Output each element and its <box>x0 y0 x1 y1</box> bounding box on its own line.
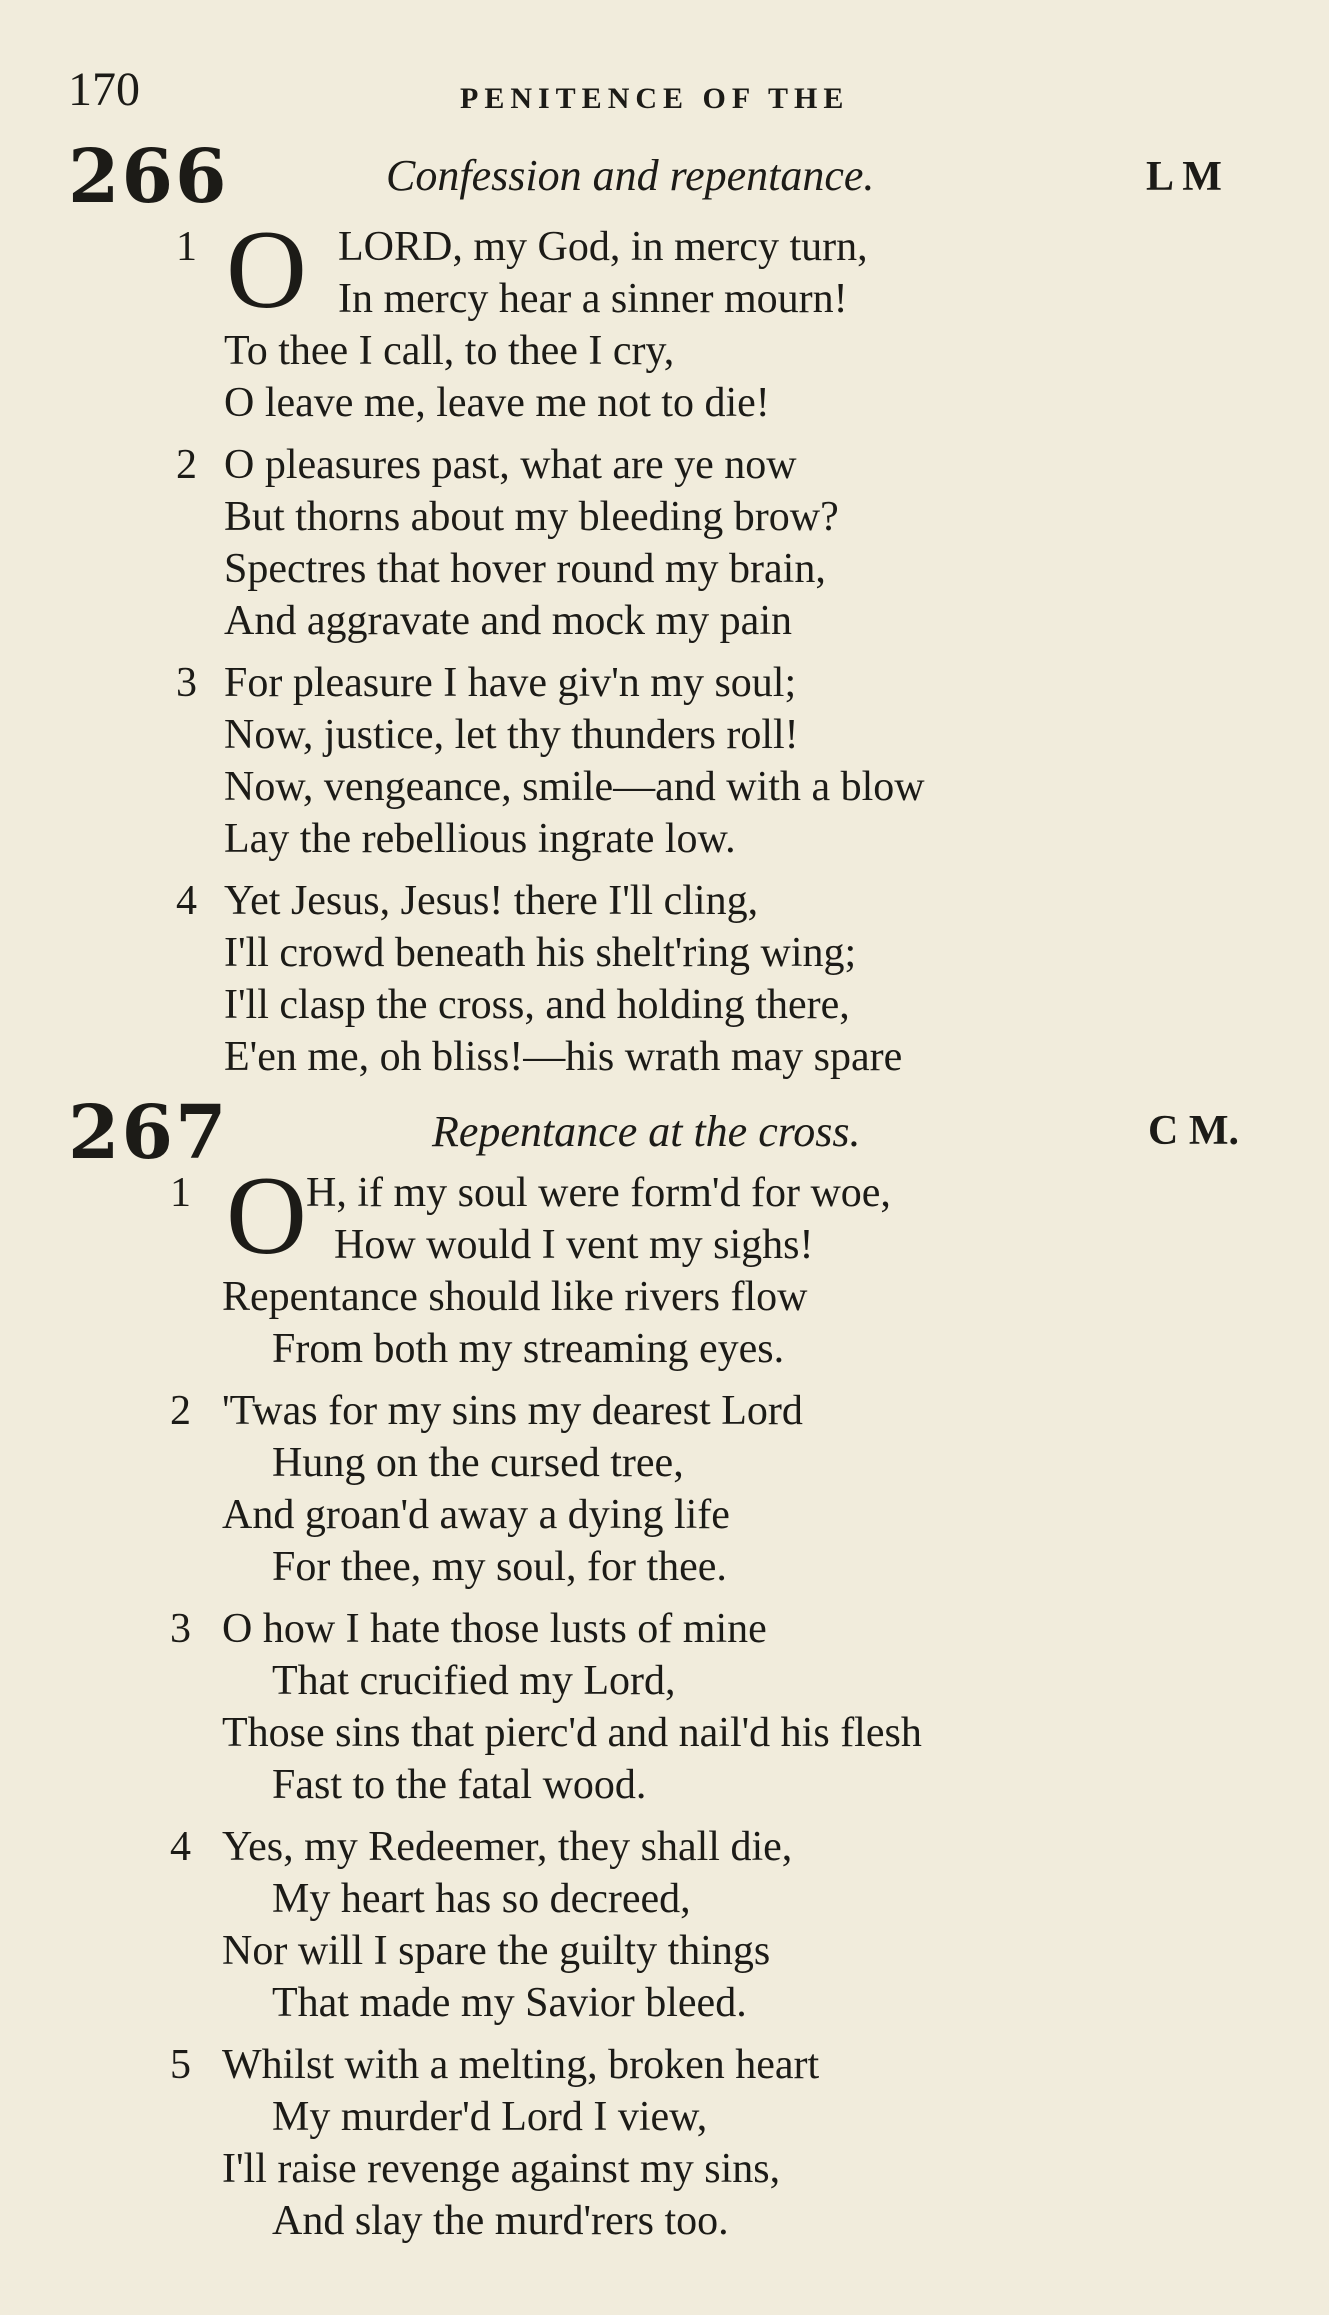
hymn-line: O pleasures past, what are ye now <box>224 442 797 488</box>
verse-number: 1 <box>176 224 197 270</box>
page-number: 170 <box>68 63 140 116</box>
hymn-meter: C M. <box>1148 1108 1239 1154</box>
hymn-title: Repentance at the cross. <box>432 1107 861 1156</box>
verse-number: 2 <box>170 1388 191 1434</box>
verse-number: 4 <box>170 1824 191 1870</box>
hymn-line: How would I vent my sighs! <box>334 1222 814 1268</box>
hymn-meter: L M <box>1146 154 1222 200</box>
hymn-line: Spectres that hover round my brain, <box>224 546 826 592</box>
hymn-line: Repentance should like rivers flow <box>222 1274 808 1320</box>
hymn-line: O leave me, leave me not to die! <box>224 380 770 426</box>
hymn-line: Those sins that pierc'd and nail'd his flesh <box>222 1710 922 1756</box>
hymn-line: 'Twas for my sins my dearest Lord <box>222 1388 803 1434</box>
hymn-number: 267 <box>68 1090 229 1176</box>
hymn-line: Yes, my Redeemer, they shall die, <box>222 1824 793 1870</box>
verse-number: 2 <box>176 442 197 488</box>
hymn-line: Nor will I spare the guilty things <box>222 1928 771 1974</box>
hymn-line: I'll clasp the cross, and holding there, <box>224 982 850 1028</box>
verse-number: 4 <box>176 878 197 924</box>
hymn-line: Fast to the fatal wood. <box>272 1762 647 1808</box>
hymn-number: 266 <box>68 134 229 220</box>
hymn-line: For pleasure I have giv'n my soul; <box>224 660 797 706</box>
hymn-line: Yet Jesus, Jesus! there I'll cling, <box>224 878 759 924</box>
hymn-line: And aggravate and mock my pain <box>224 598 792 644</box>
hymn-line: Whilst with a melting, broken heart <box>222 2042 820 2088</box>
hymn-line: My heart has so decreed, <box>272 1876 691 1922</box>
hymn-line: For thee, my soul, for thee. <box>272 1544 727 1590</box>
hymn-line: LORD, my God, in mercy turn, <box>338 224 868 270</box>
hymn-line: H, if my soul were form'd for woe, <box>306 1170 891 1216</box>
hymn-line: My murder'd Lord I view, <box>272 2094 708 2140</box>
hymn-line: I'll raise revenge against my sins, <box>222 2146 781 2192</box>
hymn-line: Now, vengeance, smile—and with a blow <box>224 764 925 810</box>
hymn-title: Confession and repentance. <box>386 151 875 200</box>
hymn-line: That crucified my Lord, <box>272 1658 676 1704</box>
hymn-line: Now, justice, let thy thunders roll! <box>224 712 799 758</box>
verse-number: 5 <box>170 2042 191 2088</box>
drop-cap: O <box>226 208 307 332</box>
verse-number: 3 <box>170 1606 191 1652</box>
hymn-line: To thee I call, to thee I cry, <box>224 328 675 374</box>
hymn-line: From both my streaming eyes. <box>272 1326 785 1372</box>
drop-cap: O <box>226 1154 307 1278</box>
hymn-line: But thorns about my bleeding brow? <box>224 494 839 540</box>
running-head: PENITENCE OF THE <box>460 82 850 115</box>
hymn-line: In mercy hear a sinner mourn! <box>338 276 848 322</box>
hymn-line: O how I hate those lusts of mine <box>222 1606 767 1652</box>
hymn-line: Lay the rebellious ingrate low. <box>224 816 736 862</box>
hymn-line: E'en me, oh bliss!—his wrath may spare <box>224 1034 903 1080</box>
hymn-line: Hung on the cursed tree, <box>272 1440 684 1486</box>
hymn-line: I'll crowd beneath his shelt'ring wing; <box>224 930 857 976</box>
verse-number: 3 <box>176 660 197 706</box>
hymn-line: That made my Savior bleed. <box>272 1980 747 2026</box>
hymn-line: And groan'd away a dying life <box>222 1492 730 1538</box>
hymn-line: And slay the murd'rers too. <box>272 2198 729 2244</box>
verse-number: 1 <box>170 1170 191 1216</box>
